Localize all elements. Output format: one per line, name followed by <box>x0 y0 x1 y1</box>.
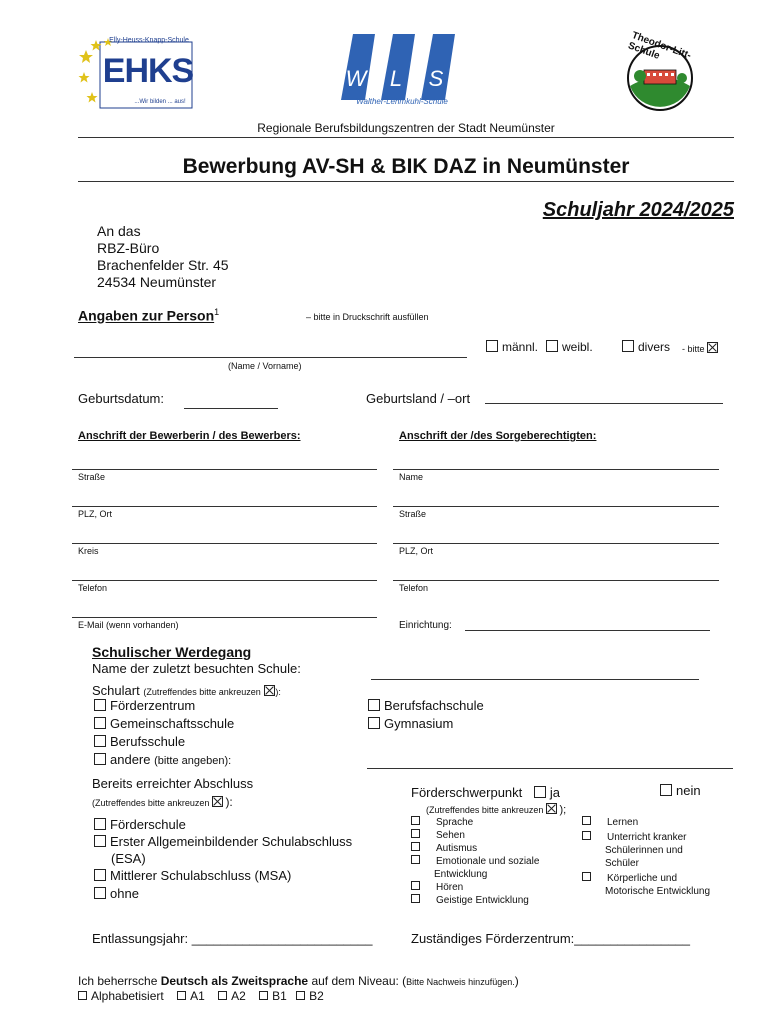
abschluss-option-foerderschule[interactable] <box>94 817 186 832</box>
checkbox-hoeren[interactable] <box>411 881 420 890</box>
guardian-city-label: PLZ, Ort <box>399 546 434 556</box>
schulart-option-foerderzentrum[interactable] <box>94 698 195 713</box>
abschluss-option-label: Mittlerer Schulabschluss (MSA) <box>110 868 292 883</box>
foerder-option-label: Hören <box>436 882 464 893</box>
applicant-city-label: PLZ, Ort <box>78 509 113 519</box>
checkbox-msa[interactable] <box>94 869 106 881</box>
foerder-option-koerperlich[interactable] <box>582 872 710 885</box>
foerder-right-list <box>582 816 710 898</box>
applicant-email-field[interactable] <box>72 617 377 618</box>
logo-ehks-tagline: ...Wir bilden ... aus! <box>134 99 186 105</box>
org-name: Regionale Berufsbildungszentren der Stadt Neumünster <box>257 121 555 135</box>
foerder-option-label: Geistige Entwicklung <box>436 895 529 906</box>
cross-box-icon <box>212 796 223 807</box>
foerder-option-lernen[interactable] <box>582 816 710 829</box>
schulart-label <box>92 683 281 698</box>
foerder-option-krank-cont2 <box>582 857 710 870</box>
level-b1[interactable] <box>259 989 287 1003</box>
foerder-option-krank-cont <box>582 844 710 857</box>
address-line: RBZ-Büro <box>97 240 160 256</box>
foerder-ja-label: ja <box>549 785 561 800</box>
gender-maennl-label: männl. <box>502 340 539 354</box>
checkbox-lernen[interactable] <box>582 816 591 825</box>
abschluss-option-msa[interactable] <box>94 868 291 883</box>
schulart-hint: (Zutreffendes bitte ankreuzen <box>143 687 261 697</box>
schulart-option-berufsschule[interactable] <box>94 734 185 749</box>
checkbox-krank[interactable] <box>582 831 591 840</box>
checkbox-foerderzentrum[interactable] <box>94 699 106 711</box>
level-a1[interactable] <box>177 989 205 1003</box>
abschluss-option-esa[interactable] <box>94 834 352 849</box>
checkbox-sprache[interactable] <box>411 816 420 825</box>
applicant-email-label: E-Mail (wenn vorhanden) <box>78 620 179 630</box>
language-close: ) <box>514 974 519 988</box>
logo-wls-letter-l: L <box>389 66 403 91</box>
abschluss-option-label: ohne <box>110 886 139 901</box>
foerder-option-label: Unterricht kranker <box>607 832 687 843</box>
language-prefix: Ich beherrsche <box>78 974 161 988</box>
gender-weibl-label: weibl. <box>562 340 593 354</box>
foerder-option-emotional[interactable] <box>411 855 539 868</box>
gender-maennl-option[interactable] <box>486 340 538 354</box>
applicant-address-heading: Anschrift der Bewerberin / des Bewerbers: <box>78 430 301 442</box>
checkbox-weibl[interactable] <box>546 340 558 352</box>
guardian-name-field[interactable] <box>393 469 719 470</box>
applicant-street-field[interactable] <box>72 469 377 470</box>
gender-hint-text: - bitte <box>682 344 705 354</box>
address-line: Brachenfelder Str. 45 <box>97 257 229 273</box>
logo-ehks-school: Elly-Heuss-Knapp-Schule <box>109 37 189 44</box>
logo-wls-letter-s: S <box>428 66 444 91</box>
language-hint: Bitte Nachweis hinzufügen. <box>406 977 515 987</box>
foerder-option-autismus[interactable] <box>411 842 539 855</box>
abschluss-option-ohne[interactable] <box>94 886 139 901</box>
level-b2[interactable] <box>296 989 324 1003</box>
level-a2[interactable] <box>218 989 246 1003</box>
gender-hint <box>682 342 718 354</box>
guardian-institution-field[interactable] <box>465 630 710 631</box>
checkbox-berufsfachschule[interactable] <box>368 699 380 711</box>
abschluss-option-label: Erster Allgemeinbildender Schulabschluss <box>110 834 353 849</box>
checkbox-a2[interactable] <box>218 991 227 1000</box>
name-caption: (Name / Vorname) <box>228 361 302 371</box>
foerder-hint-text: (Zutreffendes bitte ankreuzen <box>426 805 544 815</box>
foerder-option-label: Schülerinnen und <box>605 845 683 856</box>
schulart-option-gemeinschaftsschule[interactable] <box>94 716 234 731</box>
schulart-option-berufsfachschule[interactable] <box>368 698 484 713</box>
gender-weibl-option[interactable] <box>546 340 593 354</box>
checkbox-emotional[interactable] <box>411 855 420 864</box>
abschluss-hint <box>92 795 233 809</box>
schulart-option-label: Berufsschule <box>110 734 186 749</box>
cross-box-icon <box>707 342 718 353</box>
applicant-phone-field[interactable] <box>72 580 377 581</box>
foerder-option-geistig[interactable] <box>411 894 539 907</box>
abschluss-label: Bereits erreichter Abschluss <box>92 776 254 791</box>
foerder-option-sehen[interactable] <box>411 829 539 842</box>
foerderzentrum-field[interactable]: Zuständiges Förderzentrum:________________ <box>411 931 690 946</box>
recipient-address <box>97 223 229 291</box>
abschluss-option-label: Förderschule <box>110 817 186 832</box>
schulart-option-andere[interactable] <box>94 752 231 767</box>
checkbox-ohne[interactable] <box>94 887 106 899</box>
checkbox-geistig[interactable] <box>411 894 420 903</box>
schulart-text: Schulart <box>92 683 140 698</box>
guardian-street-label: Straße <box>399 509 427 519</box>
guardian-phone-label: Telefon <box>399 583 429 593</box>
foerder-option-krank[interactable] <box>582 831 710 844</box>
abschluss-hint-text: (Zutreffendes bitte ankreuzen <box>92 798 210 808</box>
gender-divers-option[interactable] <box>622 340 670 354</box>
foerder-hint-close: ); <box>559 804 567 816</box>
foerder-hint <box>426 803 566 816</box>
applicant-district-label: Kreis <box>78 546 99 556</box>
foerder-ja-option[interactable] <box>534 785 560 800</box>
birthdate-label: Geburtsdatum: <box>78 391 164 406</box>
schulart-other-label: andere <box>110 752 151 767</box>
guardian-address-heading: Anschrift der /des Sorgeberechtigten: <box>399 430 597 442</box>
last-school-label: Name der zuletzt besuchten Schule: <box>92 661 301 676</box>
person-hint: – bitte in Druckschrift ausfüllen <box>306 312 429 322</box>
applicant-district-field[interactable] <box>72 543 377 544</box>
abschluss-option-esa-abbr: (ESA) <box>111 851 146 866</box>
level-label: A1 <box>190 989 205 1003</box>
school-heading: Schulischer Werdegang <box>92 644 252 660</box>
logo-wls-school: Walther-Lehmkuhl-Schule <box>356 97 448 106</box>
schulart-option-label: Berufsfachschule <box>384 698 484 713</box>
divider-top <box>78 137 734 138</box>
checkbox-andere[interactable] <box>94 753 106 765</box>
guardian-phone-field[interactable] <box>393 580 719 581</box>
foerder-option-label: Sprache <box>436 817 474 828</box>
language-statement <box>78 974 519 988</box>
abschluss-hint-close: ): <box>225 795 233 809</box>
page-title: Bewerbung AV-SH & BIK DAZ in Neumünster <box>182 155 630 178</box>
level-alphabetisiert[interactable] <box>78 989 164 1003</box>
checkbox-a1[interactable] <box>177 991 186 1000</box>
guardian-street-field[interactable] <box>393 506 719 507</box>
checkbox-berufsschule[interactable] <box>94 735 106 747</box>
checkbox-b1[interactable] <box>259 991 268 1000</box>
schulart-option-label: Gymnasium <box>384 716 454 731</box>
foerder-option-label: Motorische Entwicklung <box>605 886 711 897</box>
checkbox-alphabetisiert[interactable] <box>78 991 87 1000</box>
applicant-city-field[interactable] <box>72 506 377 507</box>
foerder-option-label: Emotionale und soziale <box>436 856 540 867</box>
schulart-option-gymnasium[interactable] <box>368 716 453 731</box>
person-heading-text: Angaben zur Person <box>78 307 215 324</box>
checkbox-maennl[interactable] <box>486 340 498 352</box>
guardian-city-field[interactable] <box>393 543 719 544</box>
footnote-marker: 1 <box>214 307 220 317</box>
foerder-option-koerperlich-cont <box>582 885 710 898</box>
checkbox-divers[interactable] <box>622 340 634 352</box>
level-label: A2 <box>231 989 246 1003</box>
foerder-option-label: Entwicklung <box>434 869 488 880</box>
applicant-phone-label: Telefon <box>78 583 108 593</box>
school-year: Schuljahr 2024/2025 <box>542 199 734 221</box>
address-line: 24534 Neumünster <box>97 274 217 290</box>
address-line: An das <box>97 223 141 239</box>
checkbox-foerderschule[interactable] <box>94 818 106 830</box>
checkbox-koerperlich[interactable] <box>582 872 591 881</box>
foerder-option-hoeren[interactable] <box>411 881 539 894</box>
language-levels <box>78 989 324 1003</box>
gender-divers-label: divers <box>638 340 671 354</box>
checkbox-autismus[interactable] <box>411 842 420 851</box>
entlassungsjahr-field[interactable]: Entlassungsjahr: _________________________ <box>92 931 373 946</box>
checkbox-foerder-ja[interactable] <box>534 786 546 798</box>
schulart-option-label: Gemeinschaftsschule <box>110 716 235 731</box>
logo-ehks-abbr: EHKS <box>102 52 194 90</box>
logo-tls-school: Theodor-Litt-Schule <box>626 30 693 62</box>
foerder-option-label: Schüler <box>605 858 639 869</box>
schulart-hint-close: ): <box>275 687 281 697</box>
person-heading <box>78 307 219 324</box>
checkbox-b2[interactable] <box>296 991 305 1000</box>
cross-box-icon <box>264 685 275 696</box>
language-suffix: auf dem Niveau: ( <box>308 974 407 988</box>
foerder-option-label: Lernen <box>607 817 639 828</box>
language-bold: Deutsch als Zweitsprache <box>160 974 309 988</box>
birthplace-label: Geburtsland / –ort <box>366 391 471 406</box>
foerder-option-label: Sehen <box>436 830 465 841</box>
name-field[interactable] <box>74 357 467 358</box>
foerder-left-list <box>411 816 539 907</box>
level-label: B2 <box>309 989 324 1003</box>
logo-wls-letter-w: W <box>345 66 367 91</box>
checkbox-foerder-nein[interactable] <box>660 784 672 796</box>
last-school-field[interactable] <box>371 679 699 680</box>
checkbox-gemeinschaftsschule[interactable] <box>94 717 106 729</box>
foerder-option-label: Körperliche und <box>607 873 678 884</box>
birthplace-field[interactable] <box>485 403 723 404</box>
schulart-other-hint: (bitte angeben): <box>154 755 232 767</box>
applicant-street-label: Straße <box>78 472 106 482</box>
schulart-option-label: Förderzentrum <box>110 698 196 713</box>
guardian-name-label: Name <box>399 472 424 482</box>
foerder-nein-option[interactable] <box>660 783 701 798</box>
schulart-other-field[interactable] <box>367 768 733 769</box>
checkbox-esa[interactable] <box>94 835 106 847</box>
foerder-nein-label: nein <box>676 783 701 798</box>
guardian-institution-label: Einrichtung: <box>399 620 452 631</box>
foerder-text: Förderschwerpunkt <box>411 785 523 800</box>
foerder-option-emotional-cont <box>411 868 539 881</box>
checkbox-gymnasium[interactable] <box>368 717 380 729</box>
birthdate-field[interactable] <box>184 408 278 409</box>
foerder-option-label: Autismus <box>436 843 478 854</box>
level-label: Alphabetisiert <box>91 989 164 1003</box>
checkbox-sehen[interactable] <box>411 829 420 838</box>
level-label: B1 <box>272 989 287 1003</box>
divider-title <box>78 181 734 182</box>
foerder-label <box>411 785 560 800</box>
foerder-option-sprache[interactable] <box>411 816 539 829</box>
cross-box-icon <box>546 803 557 814</box>
